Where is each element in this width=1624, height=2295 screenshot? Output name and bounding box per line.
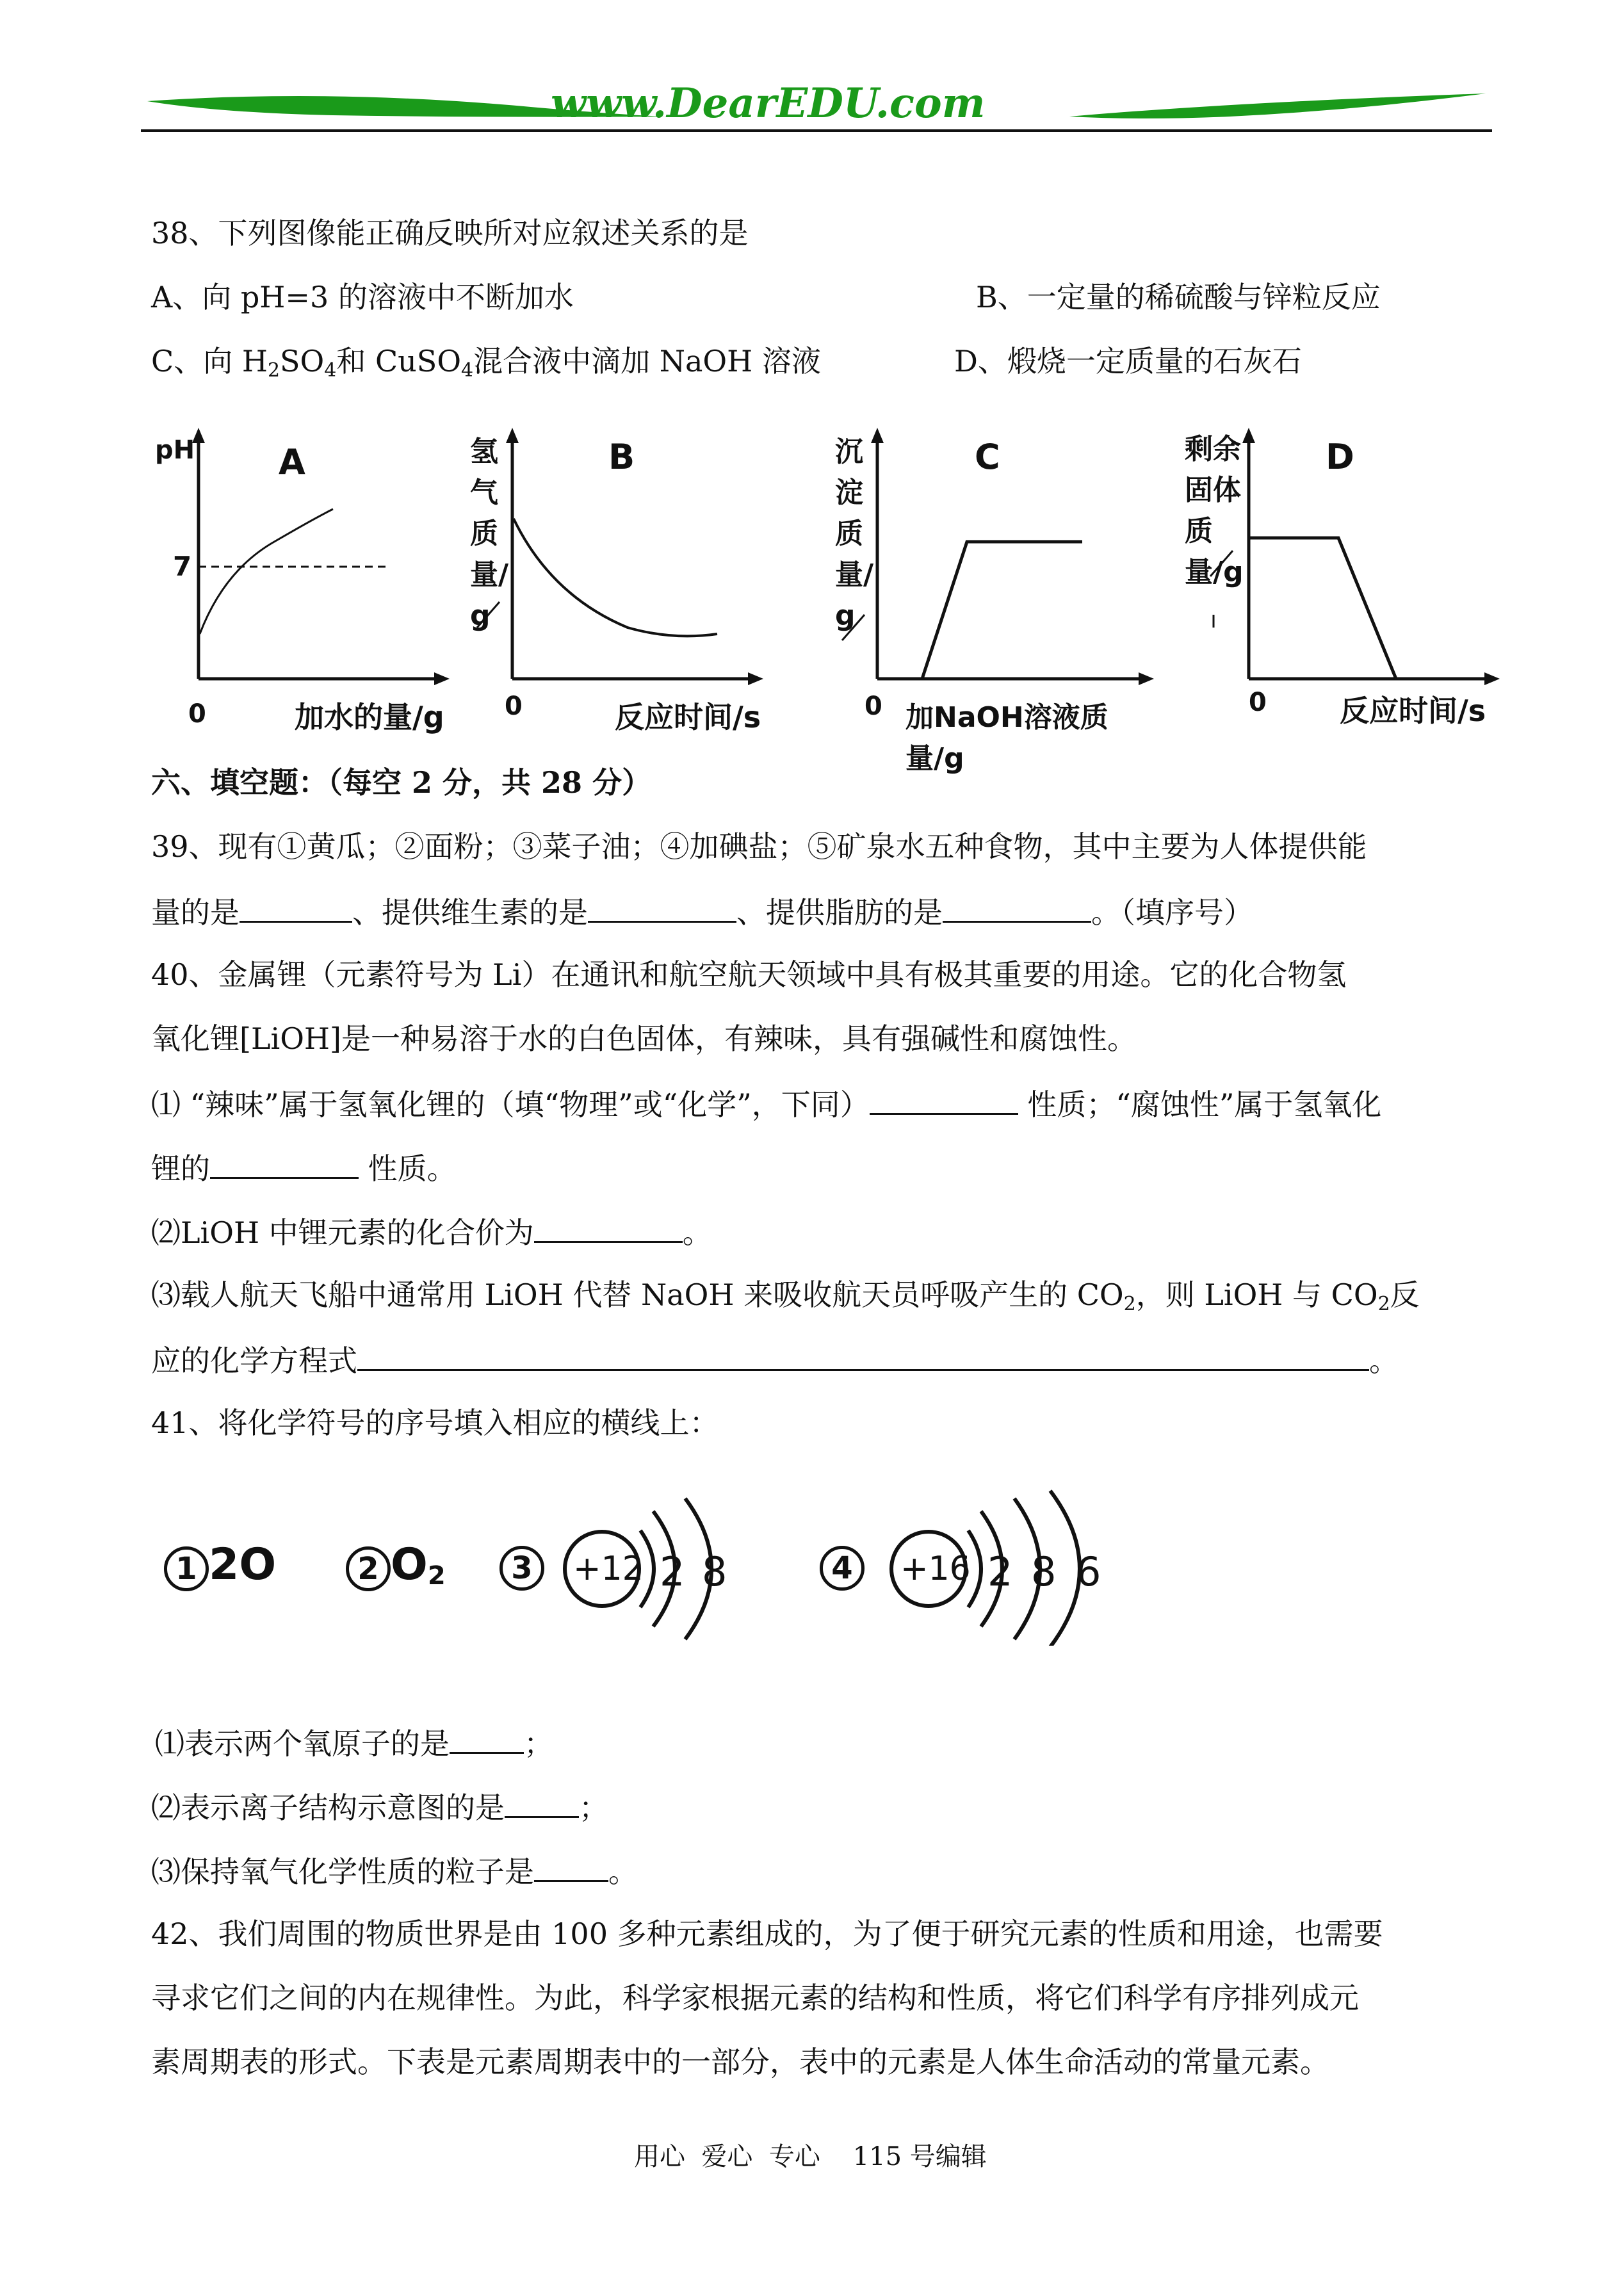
- q40-p3-text-a: ⑶载人航天飞船中通常用 LiOH 代替 NaOH 来吸收航天员呼吸产生的 CO: [151, 1277, 1124, 1312]
- q41-symbol-2: [346, 1539, 446, 1591]
- graph-d-letter: D: [1326, 437, 1354, 477]
- graph-a-xlabel: 加水的量/g: [295, 700, 444, 734]
- q40-p3-text-b: ，则 LiOH 与 CO: [1135, 1277, 1378, 1312]
- graph-a-origin: 0: [188, 699, 206, 729]
- q41-symbol-3-number: 3: [499, 1546, 544, 1591]
- q40-part2: [151, 1212, 712, 1252]
- q38-sub-4b: 4: [461, 359, 474, 382]
- graph-a: [147, 423, 455, 756]
- site-logo-text: www.DearEDU.com: [551, 79, 986, 127]
- q40-part1-line1: [151, 1083, 1381, 1124]
- graph-b-ylabel: 氢气质量/g: [470, 435, 509, 632]
- graph-b-xlabel: 反应时间/s: [615, 700, 761, 734]
- graph-d: [1172, 423, 1505, 756]
- q41-symbol-4-shell-1: 2: [987, 1548, 1013, 1595]
- q40-blank-corrosive[interactable]: [210, 1148, 359, 1179]
- q38-option-a: A、向 pH=3 的溶液中不断加水: [151, 280, 574, 314]
- graph-c-letter: C: [975, 437, 1000, 477]
- graph-c-origin: 0: [865, 692, 882, 721]
- graph-d-ylabel: 剩余固体质量/g: [1185, 433, 1244, 588]
- graph-b-letter: B: [608, 437, 635, 477]
- graph-a-tick-7: 7: [173, 551, 192, 582]
- graph-a-letter: A: [279, 442, 305, 482]
- q38-sub-2: 2: [267, 359, 280, 382]
- q38-stem: 38、下列图像能正确反映所对应叙述关系的是: [151, 216, 749, 250]
- q40-blank-spicy[interactable]: [870, 1083, 1018, 1115]
- q39-text-c: 、提供脂肪的是: [736, 895, 943, 930]
- q41-symbol-4-shell-2: 8: [1031, 1548, 1057, 1595]
- q41-answer-2: [151, 1787, 608, 1827]
- q39-line1: 39、现有①黄瓜；②面粉；③菜子油；④加碘盐；⑤矿泉水五种食物，其中主要为人体提供能: [151, 829, 1367, 864]
- page-footer: 用心 爱心 专心 115 号编辑: [634, 2142, 987, 2171]
- q40-p2-text-b: 。: [682, 1215, 712, 1250]
- q40-sub-2a: 2: [1123, 1293, 1136, 1315]
- q41-symbol-3-shell-2: 8: [702, 1548, 727, 1595]
- q41-stem: 41、将化学符号的序号填入相应的横线上：: [151, 1406, 719, 1440]
- q41-blank-2[interactable]: [505, 1787, 579, 1818]
- q42-line2: 寻求它们之间的内在规律性。为此，科学家根据元素的结构和性质，将它们科学有序排列成元: [151, 1981, 1359, 2015]
- q40-part3-line2: [151, 1340, 1399, 1380]
- q41-a2-end: ；: [579, 1790, 608, 1825]
- q40-sub-2b: 2: [1377, 1293, 1390, 1315]
- q41-symbol-1-text: 2O: [209, 1539, 277, 1590]
- q41-symbol-3: [499, 1486, 768, 1646]
- q39-blank-vitamin[interactable]: [588, 891, 736, 923]
- section-6-title: 六、填空题：（每空 2 分，共 28 分）: [151, 765, 652, 800]
- q39-text-d: 。（填序号）: [1091, 895, 1253, 930]
- q40-p3-text-d: 应的化学方程式: [151, 1343, 357, 1378]
- q41-blank-3[interactable]: [534, 1851, 608, 1882]
- q38-sub-4a: 4: [324, 359, 337, 382]
- graph-b: [461, 423, 768, 756]
- q40-p2-text-a: ⑵LiOH 中锂元素的化合价为: [151, 1215, 534, 1250]
- q40-part1-line2: [151, 1148, 457, 1188]
- q41-a3-text: ⑶保持氧气化学性质的粒子是: [151, 1854, 534, 1889]
- q40-p3-text-e: 。: [1369, 1343, 1399, 1378]
- q41-a3-end: 。: [608, 1854, 638, 1889]
- q41-answer-1: [155, 1723, 553, 1763]
- q38-option-c-part4: 混合液中滴加 NaOH 溶液: [473, 344, 821, 378]
- q41-symbol-2-number: 2: [346, 1546, 391, 1591]
- q41-a1-text: ⑴表示两个氧原子的是: [155, 1726, 450, 1761]
- q40-line2: 氧化锂[LiOH]是一种易溶于水的白色固体，有辣味，具有强碱性和腐蚀性。: [151, 1021, 1137, 1056]
- q40-p1-text-a: ⑴ “辣味”属于氢氧化锂的（填“物理”或“化学”，下同）: [151, 1087, 870, 1122]
- q41-symbol-4: [820, 1486, 1153, 1646]
- q41-symbol-1-number: 1: [164, 1546, 209, 1591]
- q41-a2-text: ⑵表示离子结构示意图的是: [151, 1790, 505, 1825]
- q40-line1: 40、金属锂（元素符号为 Li）在通讯和航空航天领域中具有极其重要的用途。它的化合物氢: [151, 957, 1347, 992]
- q41-symbol-3-shell-1: 2: [660, 1548, 685, 1595]
- q40-p3-text-c: 反: [1390, 1277, 1420, 1312]
- graph-a-ylabel: pH: [155, 435, 195, 465]
- q38-option-c-part2: SO: [280, 344, 325, 378]
- q42-line1: 42、我们周围的物质世界是由 100 多种元素组成的，为了便于研究元素的性质和用途，也需要: [151, 1917, 1383, 1951]
- graph-d-xlabel: 反应时间/s: [1340, 693, 1486, 728]
- header-banner: [141, 77, 1492, 141]
- q39-line2: [151, 891, 1253, 932]
- q41-symbol-4-shell-3: 6: [1076, 1548, 1101, 1595]
- q40-blank-equation[interactable]: [357, 1340, 1369, 1371]
- q38-option-d: D、煅烧一定质量的石灰石: [954, 344, 1302, 378]
- q39-text-b: 、提供维生素的是: [352, 895, 588, 930]
- q39-blank-energy[interactable]: [240, 891, 352, 923]
- q40-part3-line1: [151, 1276, 1420, 1314]
- graph-d-origin: 0: [1249, 688, 1267, 717]
- q40-blank-valence[interactable]: [534, 1212, 683, 1243]
- q41-symbol-3-nucleus: +12: [573, 1550, 644, 1588]
- graph-c-xlabel: 加NaOH溶液质量/g: [905, 701, 1108, 775]
- q41-symbol-1: [164, 1539, 276, 1591]
- q39-text-a: 量的是: [151, 895, 240, 930]
- q40-p1-text-b: 性质；“腐蚀性”属于氢氧化: [1027, 1087, 1382, 1122]
- q42-line3: 素周期表的形式。下表是元素周期表中的一部分，表中的元素是人体生命活动的常量元素。: [151, 2045, 1329, 2079]
- q41-answer-3: [151, 1851, 638, 1891]
- q38-option-c: [151, 342, 821, 380]
- graph-c-ylabel: 沉淀质量/g: [835, 435, 874, 632]
- q41-symbol-2-text: O: [391, 1539, 428, 1590]
- q39-blank-fat[interactable]: [943, 891, 1091, 923]
- q41-symbol-4-number: 4: [820, 1546, 865, 1591]
- q41-symbol-4-nucleus: +16: [900, 1550, 971, 1588]
- q38-option-b: B、一定量的稀硫酸与锌粒反应: [976, 280, 1381, 314]
- graph-b-origin: 0: [505, 692, 523, 721]
- q41-blank-1[interactable]: [450, 1723, 524, 1754]
- q38-option-c-part3: 和 CuSO: [336, 344, 462, 378]
- q41-symbol-2-sub: 2: [427, 1561, 446, 1591]
- q41-a1-end: ；: [524, 1726, 553, 1761]
- graph-c: [826, 423, 1159, 775]
- q40-p1-text-c: 锂的: [151, 1151, 210, 1186]
- q38-option-c-part1: C、向 H: [151, 344, 268, 378]
- q40-p1-text-d: 性质。: [368, 1151, 457, 1186]
